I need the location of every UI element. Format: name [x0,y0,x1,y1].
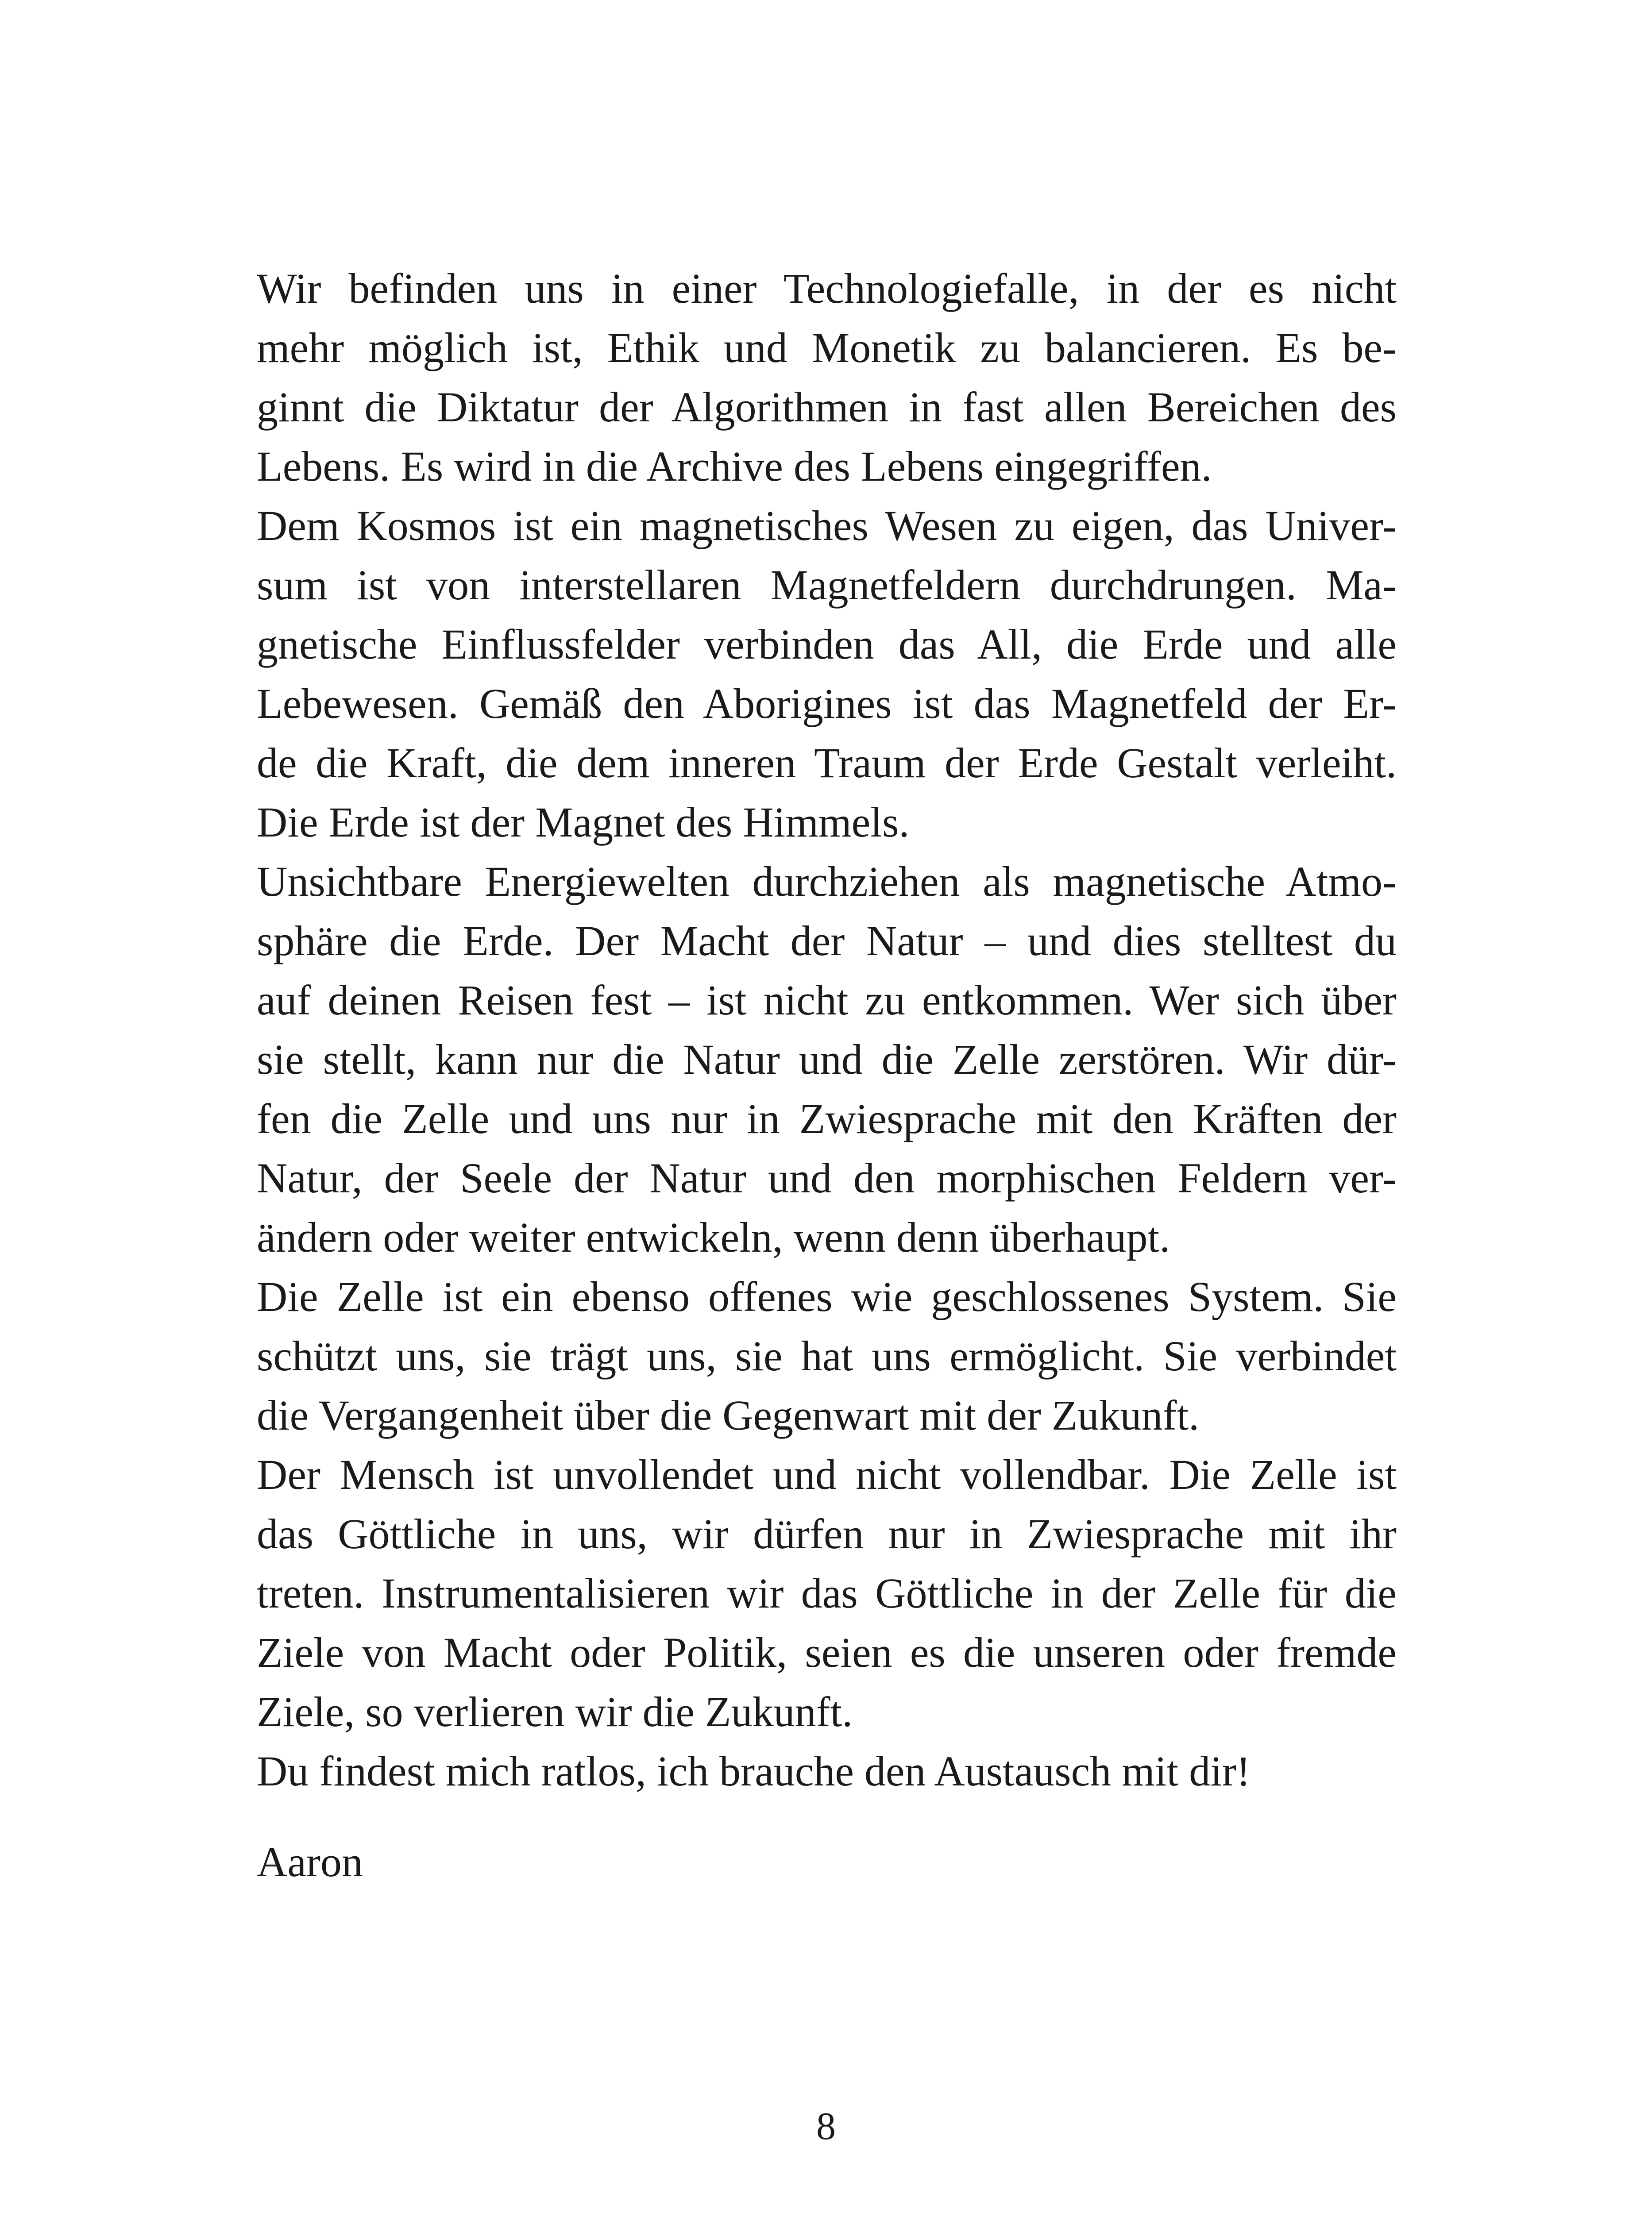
text-line: Unsichtbare Energiewelten durchziehen als magnetische Atmo- [257,858,1397,905]
text-line: Du findest mich ratlos, ich brauche den Austausch mit dir! [257,1747,1251,1795]
text-line: schützt uns, sie trägt uns, sie hat uns ermöglicht. Sie verbindet [257,1332,1397,1380]
text-line: Dem Kosmos ist ein magnetisches Wesen zu eigen, das Univer- [257,502,1397,549]
text-line: sie stellt, kann nur die Natur und die Zelle zerstören. Wir dür- [257,1036,1397,1083]
text-line: Wir befinden uns in einer Technologiefalle, in der es nicht [257,265,1397,312]
text-line: Die Erde ist der Magnet des Himmels. [257,798,910,846]
text-line: Natur, der Seele der Natur und den morphischen Feldern ver- [257,1154,1397,1202]
text-line: Der Mensch ist unvollendet und nicht vollendbar. Die Zelle ist [257,1451,1397,1498]
text-line: sum ist von interstellaren Magnetfeldern durchdrungen. Ma- [257,561,1397,609]
text-line: sphäre die Erde. Der Macht der Natur – und dies stelltest du [257,917,1397,964]
text-line: Die Zelle ist ein ebenso offenes wie geschlossenes System. Sie [257,1273,1397,1320]
text-line: mehr möglich ist, Ethik und Monetik zu balancieren. Es be- [257,324,1397,371]
text-line: das Göttliche in uns, wir dürfen nur in Zwiesprache mit ihr [257,1510,1397,1558]
text-line: die Vergangenheit über die Gegenwart mit der Zukunft. [257,1392,1200,1439]
text-line: de die Kraft, die dem inneren Traum der Erde Gestalt verleiht. [257,739,1397,787]
text-line: Ziele von Macht oder Politik, seien es die unseren oder fremde [257,1629,1397,1676]
text-line: ginnt die Diktatur der Algorithmen in fast allen Bereichen des [257,383,1397,431]
text-line: gnetische Einflussfelder verbinden das All, die Erde und alle [257,621,1397,668]
text-line: treten. Instrumentalisieren wir das Göttliche in der Zelle für die [257,1569,1397,1617]
text-line: Lebens. Es wird in die Archive des Lebens eingegriffen. [257,443,1212,490]
body-text [257,259,1397,1801]
text-line: Ziele, so verlieren wir die Zukunft. [257,1688,853,1735]
text-line: fen die Zelle und uns nur in Zwiesprache mit den Kräften der [257,1095,1397,1142]
text-line: ändern oder weiter entwickeln, wenn denn überhaupt. [257,1214,1170,1261]
text-line: Lebewesen. Gemäß den Aborigines ist das Magnetfeld der Er- [257,680,1397,727]
page-number: 8 [816,2105,836,2148]
signature: Aaron [257,1838,363,1885]
text-line: auf deinen Reisen fest – ist nicht zu entkommen. Wer sich über [257,976,1397,1024]
